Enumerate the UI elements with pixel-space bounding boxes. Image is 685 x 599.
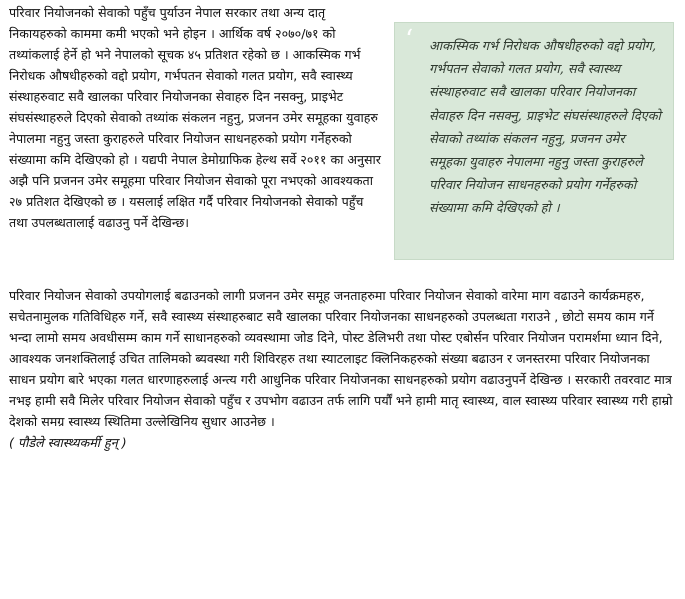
intro-paragraph: परिवार नियोजनको सेवाको पहुँच पुर्याउन नेपाल सरकार तथा अन्य दातृ निकायहरुको काममा कमी भएको भने होइन । आर्थिक वर्ष २०७०/७१ को तथ्यांकलाई हेर्ने हो भने नेपालको सूचक ४५ प्रतिशत रहेको छ । आकस्मिक गर्भ निरोधक औषधीहरुको वद्दो प्रयोग, गर्भपतन सेवाको गलत प्रयोग, सवै स्वास्थ्य संस्थाहरुवाट सवै खालका परिवार नियोजनका सेवाहरु दिन नसक्नु, प्राइभेट संघसंस्थाहरुले दिएको सेवाको तथ्यांक संकलन नहुनु, प्रजनन उमेर समूहका युवाहरु नेपालमा नहुनु जस्ता कुराहरुले परिवार नियोजन साधनहरुको प्रयोग गर्नेहरुको संख्यामा कमि देखिएको हो । यद्यपी नेपाल डेमोग्राफिक हेल्थ सर्वे २०११ का अनुसार अझै पनि प्रजनन उमेर समूहमा परिवार नियोजन सेवाको पूरा नभएको आवश्यकता २७ प्रतिशत देखिएको छ । यसलाई लक्षित गर्दै परिवार नियोजनको सेवाको पहुँच तथा उपलब्धतालाई वढाउनु पर्ने देखिन्छ। bbox=[9, 5, 381, 230]
pull-quote-text: आकस्मिक गर्भ निरोधक औषधीहरुको वद्दो प्रयोग, गर्भपतन सेवाको गलत प्रयोग, सवै स्वास्थ्य संस्थाहरुवाट सवै खालका परिवार नियोजनका सेवाहरु दिन नसक्नु, प्राइभेट संघसंस्थाहरुले दिएको सेवाको तथ्यांक संकलन नहुनु, प्रजनन उमेर समूहका युवाहरु नेपालमा नहुनु जस्ता कुराहरुले परिवार नियोजन साधनहरुको प्रयोग गर्नेहरुको संख्यामा कमि देखिएको हो । bbox=[429, 39, 661, 217]
pull-quote-box bbox=[394, 22, 674, 260]
main-paragraph: परिवार नियोजन सेवाको उपयोगलाई बढाउनको लागी प्रजनन उमेर समूह जनताहरुमा परिवार नियोजन सेवाको वारेमा माग वढाउने कार्यक्रमहरु, सचेतनामुलक गतिविधिहरु गर्ने, सवै स्वास्थ्य संस्थाहरुबाट सवै खालका परिवार नियोजनका साधनहरुको उपलब्धता गराउने , छोटो समय काम गर्ने भन्दा लामो समय अवधीसम्म काम गर्ने साधानहरुको व्यवस्थामा जोड दिने, पोस्ट डेलिभरी तथा पोस्ट एबोर्सन परिवार नियोजन परामर्शमा ध्यान दिने, आवश्यक जनशक्तिलाई उचित तालिमको ब्यवस्था गरी शिविरहरु तथा स्याटलाइट क्लिनिकहरुको संख्या बढाउन र जनस्तरमा परिवार नियोजनका साधन प्रयोग बारे भएका गलत धारणाहरुलाई अन्त्य गरी आधुनिक परिवार नियोजनका साधनहरुको प्रयोग वढाउनुपर्ने देखिन्छ । सरकारी तवरवाट मात्र नभइ हामी सवै मिलेर परिवार नियोजन सेवाको पहुँच र उपभोग वढाउन तर्फ लागि पर्यौं भने हामी मातृ स्वास्थ्य, वाल स्वास्थ्य परिवार स्वास्थ्य गरी हाम्रो देशको समग्र स्वास्थ्य स्थितिमा उल्लेखिनिय सुधार आउनेछ । bbox=[9, 288, 673, 429]
author-signature: ( पौडेले स्वास्थ्यकर्मी हुन् ) bbox=[9, 435, 127, 450]
article-body bbox=[9, 2, 677, 453]
quote-mark-icon: ‘ bbox=[405, 25, 414, 55]
